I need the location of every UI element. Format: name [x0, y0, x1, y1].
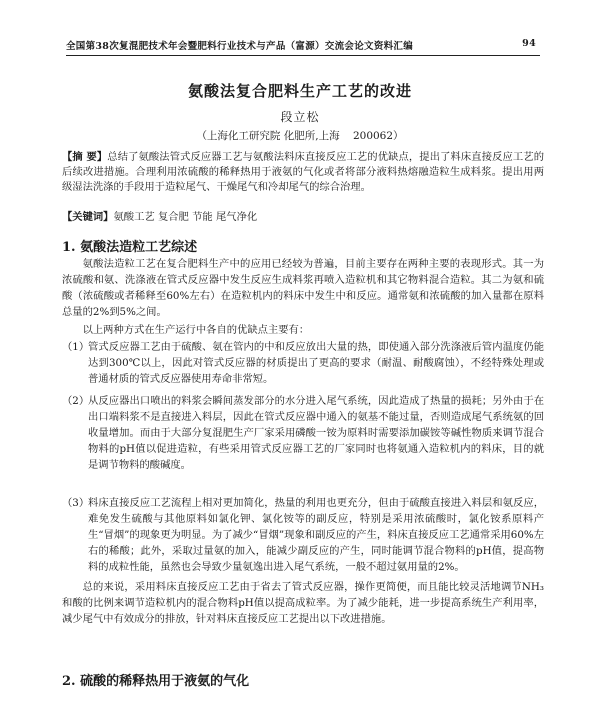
running-title: 全国第38次复混肥技术年会暨肥料行业技术与产品（富源）交流会论文资料汇编: [66, 41, 414, 52]
list-item-text: 从反应器出口喷出的料浆会瞬间蒸发部分的水分进入尾气系统，因此造成了热量的损耗；另外由于在出口端料浆不是直接进入料层，因此在管式反应器中通入的氨基不能过量，否则造成尾气系统氨的回收量增加。而由于大部分复混肥生产厂家采用磷酸一铵为原料时需要添加碳铵等碱性物质来调节混合物料的pH值以促进造粒，有些采用管式反应器工艺的厂家同时也将氨通入造粒机内的料床，目的就是调节物料的酸碱度。: [88, 395, 544, 471]
list-item: [62, 339, 544, 387]
list-item: [62, 495, 544, 575]
list-item-text: 管式反应器工艺由于硫酸、氨在管内的中和反应放出大量的热，即使通入部分洗涤液后管内温度仍能达到300℃以上，因此对管式反应器的材质提出了更高的要求（耐温、耐酸腐蚀），不经特殊处理或普通材质的管式反应器使用寿命非常短。: [88, 341, 544, 385]
list-item-text: 料床直接反应工艺流程上相对更加简化，热量的利用也更充分，但由于硫酸直接进入料层和氨反应，难免发生硫酸与其他原料如氯化钾、氯化铵等的副反应，特别是采用浓硫酸时，氯化铵系原料产生“冒烟”的现象更为明显。为了减少“冒烟”现象和副反应的产生，料床直接反应工艺通常采用60%左右的稀酸；此外，采取过量氨的加入，能减少副反应的产生，同时能调节混合物料的pH值，提高物料的成粒性能，虽然也会导致少量氨逸出进入尾气系统，一般不超过氨用量的2%。: [88, 497, 544, 573]
keywords-label: 【关键词】: [62, 211, 114, 223]
article-affiliation: （上海化工研究院 化肥所,上海 200062）: [196, 130, 404, 142]
section-1-heading: 1. 氨酸法造粒工艺综述: [62, 240, 198, 255]
abstract-label: 【摘 要】: [62, 151, 108, 163]
section-2-heading: 2. 硫酸的稀释热用于液氨的气化: [62, 674, 250, 689]
list-item-marker: （3）: [62, 497, 90, 509]
keywords: [62, 210, 544, 225]
list-item-marker: （1）: [62, 341, 90, 353]
page-number: 94: [522, 38, 536, 49]
list-item: [62, 393, 544, 489]
running-header: [66, 38, 540, 56]
article-author: 段立松: [280, 110, 320, 124]
abstract-text: 总结了氨酸法管式反应器工艺与氨酸法料床直接反应工艺的优缺点，提出了料床直接反应工艺的后续改进措施。合理利用浓硫酸的稀释热用于液氨的气化或者将部分液料热熔融造粒生成料浆。提出用两级湿法洗涤的手段用于造粒尾气、干燥尾气和冷却尾气的综合治理。: [62, 151, 544, 193]
section-1-paragraph-1: 氨酸法造粒工艺在复合肥料生产中的应用已经较为普遍，目前主要存在两种主要的表现形式。其一为浓硫酸和氨、洗涤液在管式反应器中发生反应生成料浆再喷入造粒机和其它物料混合造粒。其二为氨和硫酸（浓硫酸或者稀释至60%左右）在造粒机内的料床中发生中和反应。通常氨和浓硫酸的加入量都在原料总量的2%到5%之间。: [62, 258, 544, 318]
abstract: [62, 150, 544, 195]
section-1-paragraph-2: 以上两种方式在生产运行中各自的优缺点主要有：: [82, 324, 310, 336]
keywords-text: 氨酸工艺 复合肥 节能 尾气净化: [113, 211, 258, 223]
section-1-paragraph-3: 总的来说，采用料床直接反应工艺由于省去了管式反应器，操作更简便，而且能比较灵活地调节NH₃和酸的比例来调节造粒机内的混合物料pH值以提高成粒率。为了减少能耗，进一步提高系统生产利用率，减少尾气中有效成分的排放，针对料床直接反应工艺提出以下改进措施。: [62, 581, 544, 625]
list-item-marker: （2）: [62, 395, 90, 407]
advantages-list: [62, 339, 544, 575]
article-title: 氨酸法复合肥料生产工艺的改进: [187, 82, 412, 100]
